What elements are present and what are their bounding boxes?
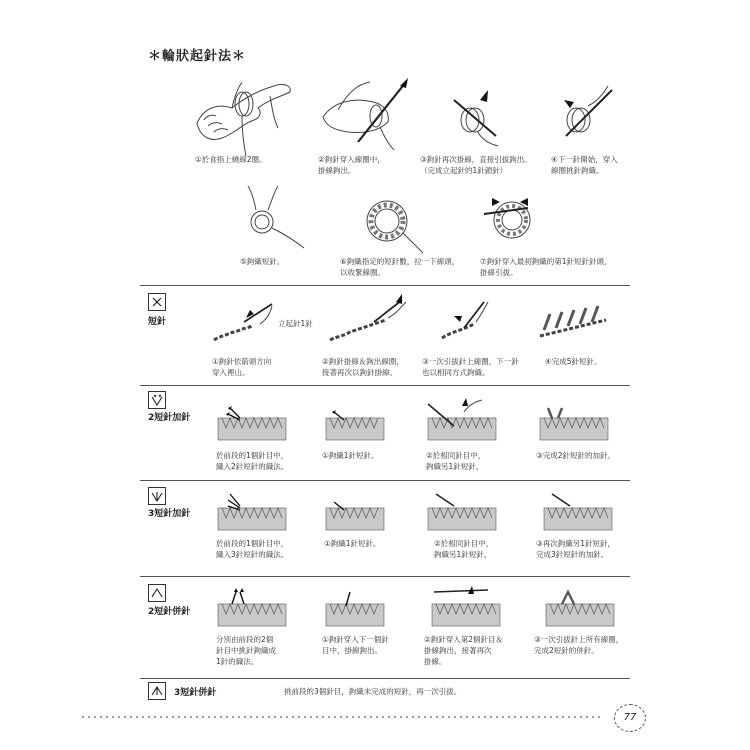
sc2dec-caption-2: ②鉤針穿入第2個針目＆ 掛線鉤出，接著再次 掛線。 — [424, 635, 503, 666]
sc3inc-step0-illustration — [214, 490, 290, 534]
sc-step1-illustration — [210, 298, 280, 348]
sc2inc-caption-3: ③完成2針短針的加針。 — [536, 451, 615, 460]
sc3inc-caption-1: ①鉤織1針短針。 — [324, 539, 381, 548]
section-label-sc2inc: 2短針加針 — [148, 413, 191, 423]
sc3-dec-symbol-icon — [148, 682, 166, 700]
section-divider — [140, 576, 630, 577]
ring-caption-6: ⑥鉤織指定的短針數，拉一下線頭， 以收緊線圈。 — [340, 257, 460, 277]
sc2-dec-symbol-icon — [148, 584, 166, 602]
sc2inc-caption-1: ①鉤織1針短針。 — [322, 451, 379, 460]
sc-step2-illustration — [326, 292, 416, 348]
sc-caption-4: ④完成5針短針。 — [545, 357, 602, 366]
sc3dec-caption-0: 挑前段的3個針目，鉤織未完成的短針，再一次引拔。 — [284, 687, 462, 696]
sc2dec-caption-1: ①鉤針穿入下一個針 目中，掛線鉤出。 — [322, 635, 389, 655]
sc3inc-step3-illustration — [540, 490, 616, 534]
ring-step6-illustration — [355, 185, 425, 255]
sc3inc-caption-0: 於前段的1個針目中， 織入3針短針的織法。 — [216, 539, 289, 559]
sc2dec-step0-illustration — [214, 586, 290, 630]
sc2dec-step1-illustration — [322, 586, 388, 630]
sc-caption-1: ①鉤針依箭頭方向 穿入裡山。 — [212, 357, 272, 377]
sc-annotation: 立起針1針 — [278, 319, 313, 328]
ring-caption-1: ①於食指上繞線2圈。 — [195, 155, 267, 164]
page-number: 77 — [614, 704, 646, 732]
section-divider — [140, 285, 630, 286]
sc2dec-caption-0: 分別由前段的2個 針目中挑針鉤織成 1針的織法。 — [216, 635, 276, 666]
sc-caption-3: ③一次引拔針上線圈，下一針 也以相同方式鉤織。 — [422, 357, 519, 377]
ring-step5-illustration — [228, 182, 308, 252]
section-label-sc2dec: 2短針併針 — [148, 607, 191, 617]
sc2inc-caption-2: ②於相同針目中， 鉤織另1針短針。 — [426, 451, 486, 471]
ring-step7-illustration — [478, 184, 548, 254]
ring-caption-2: ②鉤針穿入線圈中， 掛線鉤出。 — [318, 155, 385, 175]
ring-step3-illustration — [440, 80, 510, 150]
sc2dec-step3-illustration — [542, 586, 618, 630]
sc3inc-step2-illustration — [424, 490, 500, 534]
sc2dec-caption-3: ③一次引拔針上所有線圈， 完成2短針的併針。 — [534, 635, 624, 655]
sc-caption-2: ②鉤針掛線＆鉤出線圈， 接著再次以鉤針掛線。 — [322, 357, 404, 377]
sc2dec-step2-illustration — [428, 582, 504, 630]
section-label-sc3inc: 3短針加針 — [148, 509, 191, 519]
ring-caption-3: ③鉤針再次掛線，直接引拔鉤出。 （完成立起針的1針鎖針） — [420, 155, 532, 175]
ring-step2-illustration — [318, 72, 418, 152]
ring-caption-5: ⑤鉤織短針。 — [240, 257, 285, 266]
page-title: ＊輪狀起針法＊ — [148, 49, 247, 64]
section-divider — [140, 678, 630, 679]
sc-step3-illustration — [438, 292, 498, 348]
sc2inc-caption-0: 於前段的1個針目中， 織入2針短針的織法。 — [216, 451, 289, 471]
sc2inc-step0-illustration — [214, 400, 290, 444]
sc3-inc-symbol-icon — [148, 487, 166, 505]
sc2inc-step1-illustration — [322, 400, 388, 444]
single-crochet-symbol-icon — [148, 293, 166, 311]
ring-step4-illustration — [552, 76, 622, 146]
sc3inc-caption-3: ③再次鉤織另1針短針， 完成3針短針的加針。 — [536, 539, 615, 559]
section-divider — [140, 385, 630, 386]
section-divider — [140, 480, 630, 481]
sc-step4-illustration — [536, 300, 612, 340]
sc2inc-step3-illustration — [536, 400, 612, 444]
ring-step1-illustration — [192, 68, 302, 158]
sc3inc-caption-2: ②於相同針目中， 鉤織另1針短針。 — [434, 539, 494, 559]
sc2inc-step2-illustration — [424, 396, 500, 444]
sc3inc-step1-illustration — [322, 490, 388, 534]
section-label-sc: 短針 — [148, 317, 167, 327]
ring-caption-4: ④下一針開始，穿入 線圈挑針鉤織。 — [551, 155, 618, 175]
footer-dotted-rule — [80, 716, 600, 718]
sc2-inc-symbol-icon — [148, 391, 166, 409]
section-label-sc3dec: 3短針併針 — [174, 688, 217, 698]
ring-caption-7: ⑦鉤針穿入最初鉤織的第1針短針針頭， 掛線引拔。 — [480, 257, 612, 277]
